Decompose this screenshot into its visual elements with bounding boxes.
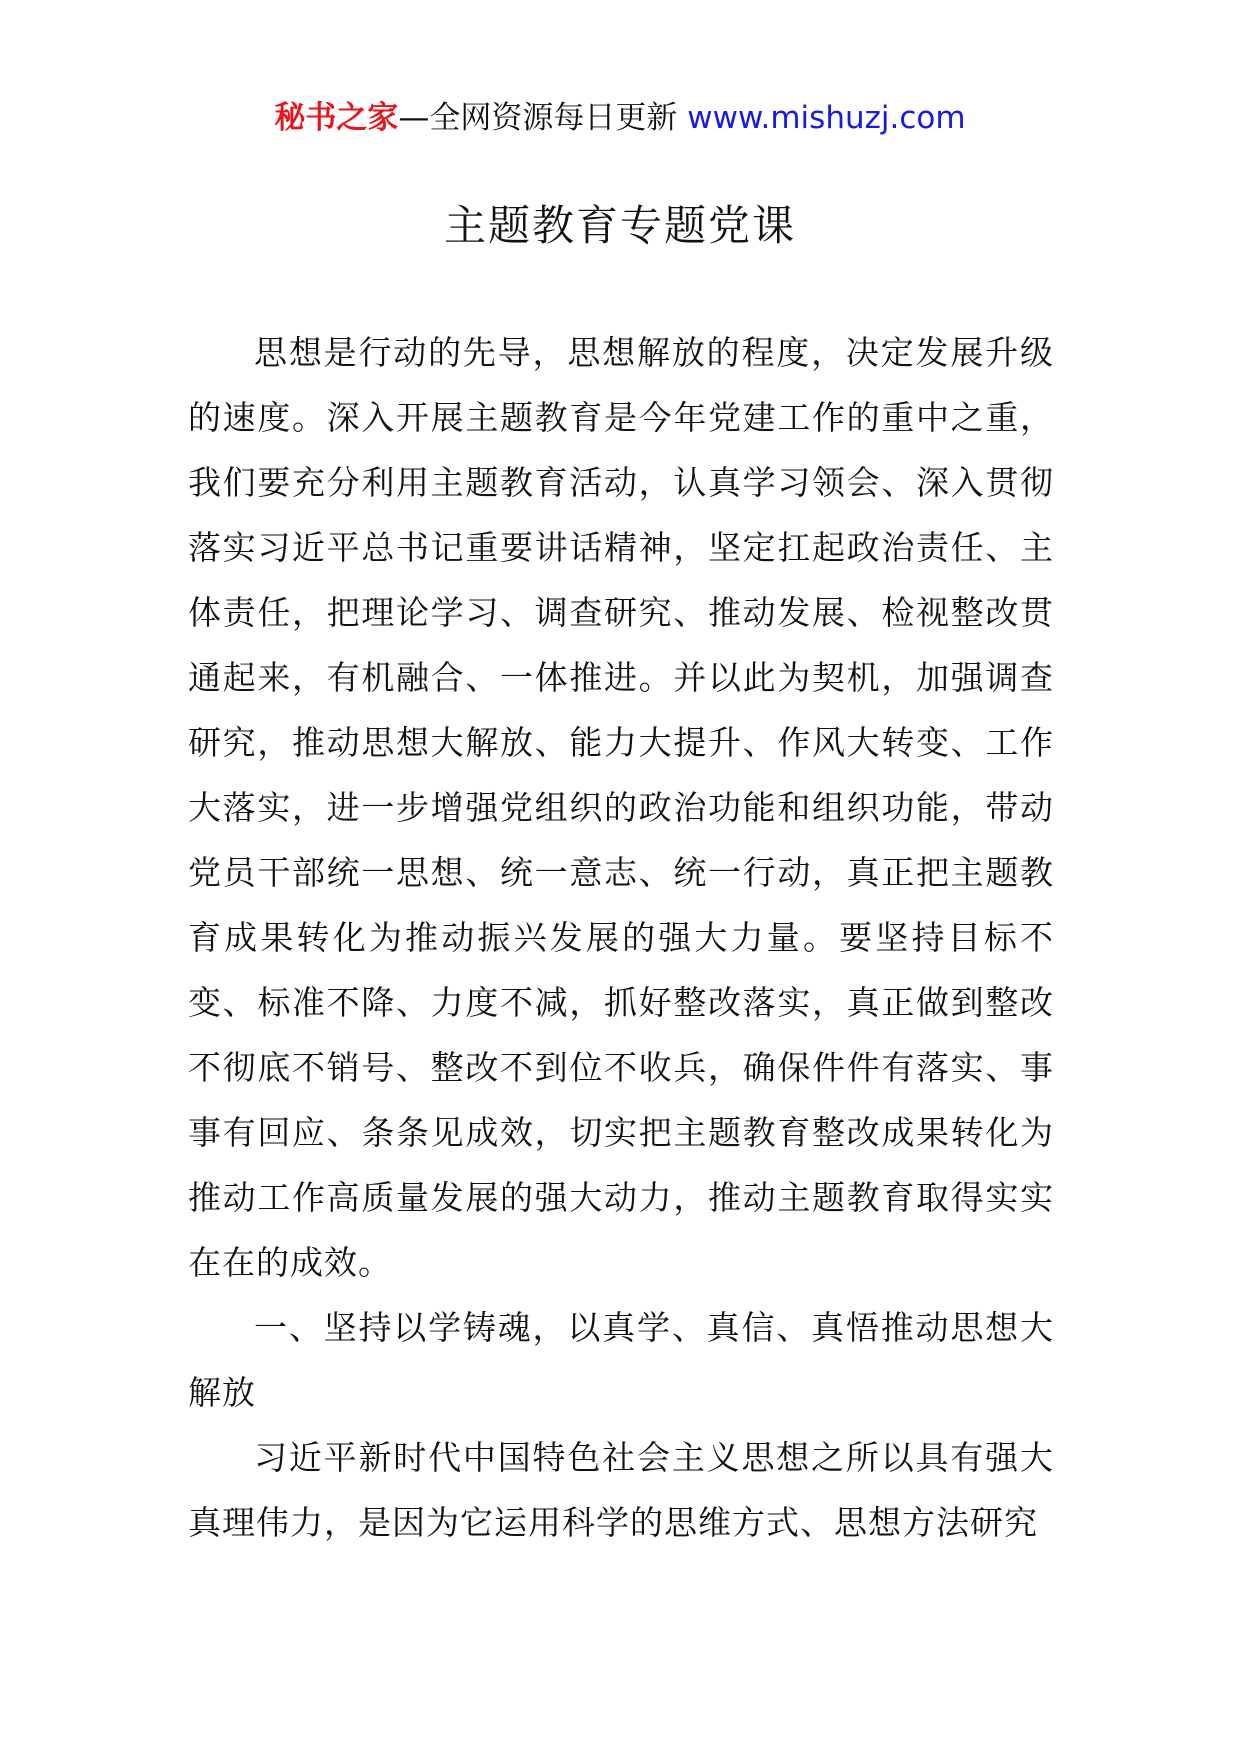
brand-name: 秘书之家: [274, 100, 399, 136]
section-1-paragraph: 习近平新时代中国特色社会主义思想之所以具有强大真理伟力，是因为它运用科学的思维方式、思想方法研究: [188, 1438, 1054, 1542]
site-url-link[interactable]: www.mishuzj.com: [687, 100, 966, 136]
document-title: 主题教育专题党课: [443, 201, 796, 250]
intro-paragraph: 思想是行动的先导，思想解放的程度，决定发展升级的速度。深入开展主题教育是今年党建工作的重中之重，我们要充分利用主题教育活动，认真学习领会、深入贯彻落实习近平总书记重要讲话精神，坚定扛起政治责任、主体责任，把理论学习、调查研究、推动发展、检视整改贯通起来，有机融合、一体推进。并以此为契机，加强调查研究，推动思想大解放、能力大提升、作风大转变、工作大落实，进一步增强党组织的政治功能和组织功能，带动党员干部统一思想、统一意志、统一行动，真正把主题教育成果转化为推动振兴发展的强大力量。要坚持目标不变、标准不降、力度不减，抓好整改落实，真正做到整改不彻底不销号、整改不到位不收兵，确保件件有落实、事事有回应、条条见成效，切实把主题教育整改成果转化为推动工作高质量发展的强大动力，推动主题教育取得实实在在的成效。: [188, 333, 1054, 1282]
document-body: [188, 320, 1054, 1555]
site-slogan: —全网资源每日更新: [398, 100, 688, 136]
site-header: [0, 98, 1240, 138]
section-heading-1: 一、坚持以学铸魂，以真学、真信、真悟推动思想大解放: [188, 1308, 1054, 1412]
